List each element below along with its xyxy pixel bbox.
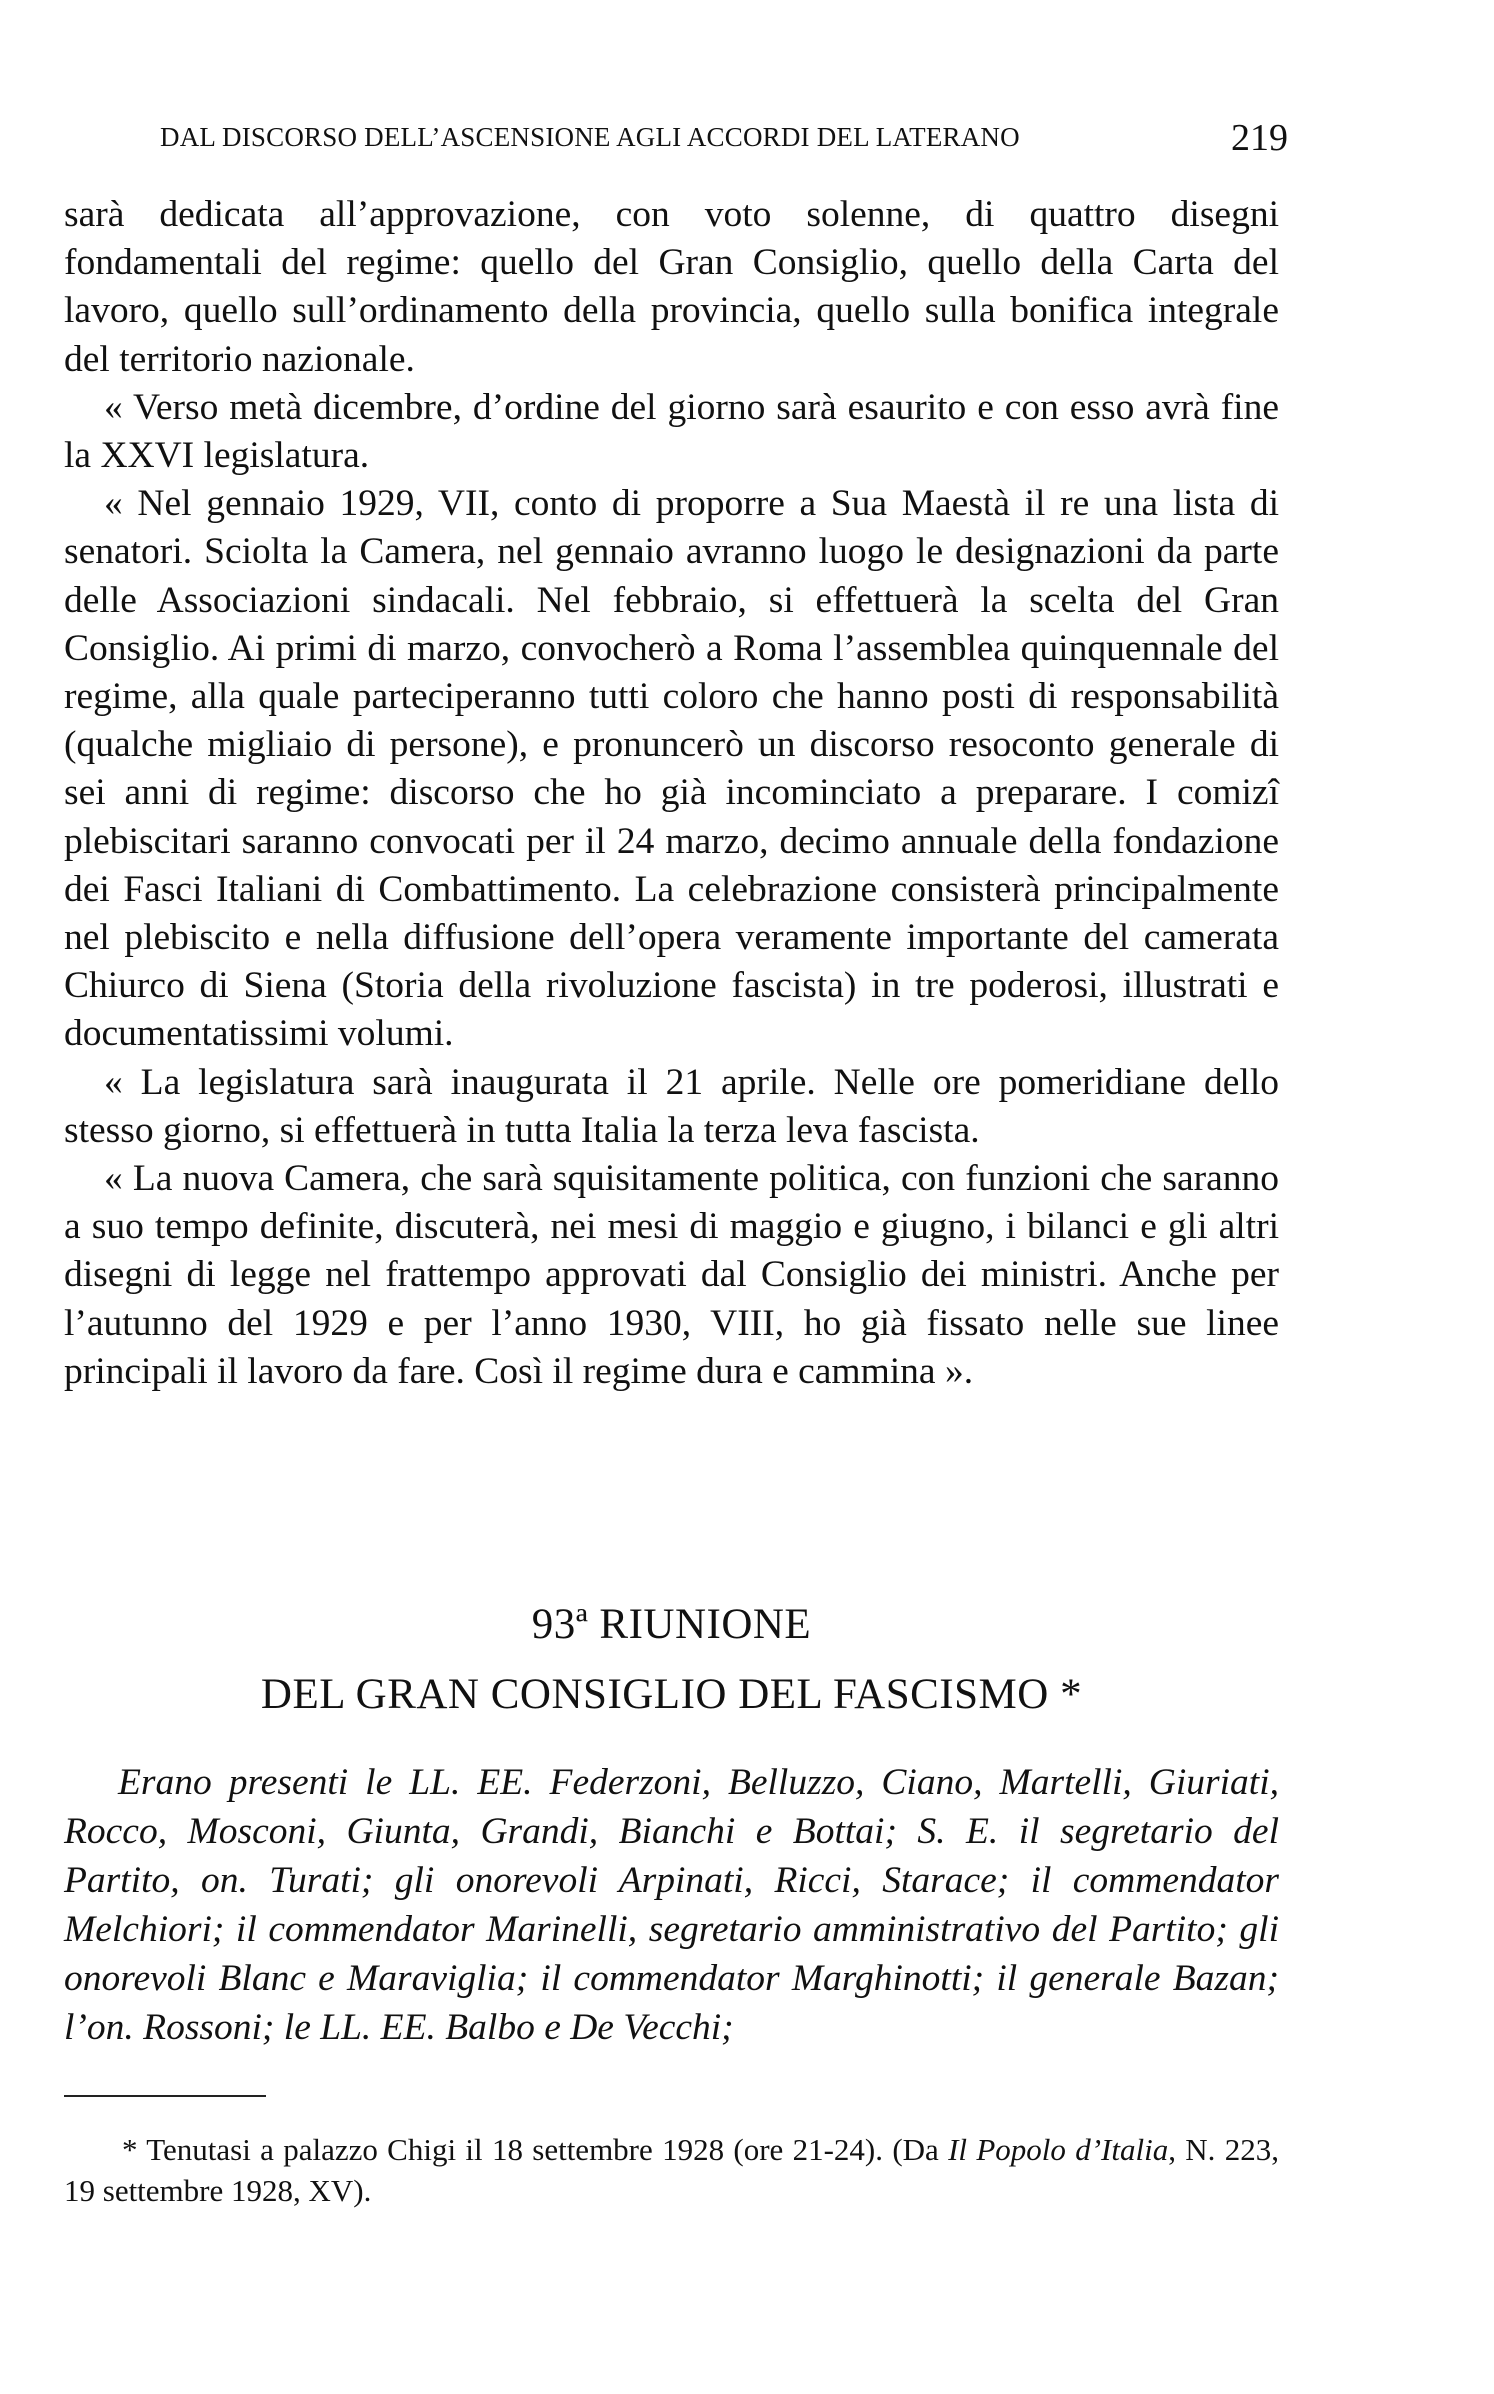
page-number: 219 (1231, 117, 1288, 159)
section-heading-number: 93ª RIUNIONE (531, 1601, 812, 1648)
running-title: DAL DISCORSO DELL’ASCENSIONE AGLI ACCORDI DEL LATERANO (160, 122, 1020, 152)
footnote (64, 2129, 1279, 2211)
footnote-source-title: Il Popolo d’Italia (948, 2132, 1169, 2167)
section-heading (64, 1590, 1279, 1730)
paragraph-inauguration: « La legislatura sarà inaugurata il 21 aprile. Nelle ore pomeridiane dello stesso giorno, si effettuerà in tutta Italia la terza leva fascista. (64, 1061, 1279, 1151)
footnote-text (64, 2129, 1279, 2211)
footnote-text-after: , N. 223, 19 settembre 1928, XV). (64, 2132, 1279, 2208)
paragraph-january-plan: « Nel gennaio 1929, VII, conto di proporre a Sua Maestà il re una lista di senatori. Sciolta la Camera, nel gennaio avranno luogo le designazioni da parte delle Associazioni sindacali. Nel febbraio, si effettuerà la scelta del Gran Consiglio. Ai primi di marzo, convocherò a Roma l’assemblea quinquennale del regime, alla quale parteciperanno tutti coloro che hanno posti di responsabilità (qualche migliaio di persone), e pronuncerò un discorso resoconto generale di sei anni di regime: discorso che ho già incominciato a preparare. I comizî plebiscitari saranno convocati per il 24 marzo, decimo annuale della fondazione dei Fasci Italiani di Combattimento. La celebrazione consisterà principalmente nel plebiscito e nella diffusione dell’opera veramente importante del camerata Chiurco di Siena (Storia della rivoluzione fascista) in tre poderosi, illustrati e documentatissimi volumi. (64, 483, 1279, 1055)
paragraph-new-chamber: « La nuova Camera, che sarà squisitamente politica, con funzioni che saranno a suo tempo definite, discuterà, nei mesi di maggio e giugno, i bilanci e gli altri disegni di legge nel frattempo approvati dal Consiglio dei ministri. Anche per l’autunno del 1929 e per l’anno 1930, VIII, ho già fissato nelle sue linee principali il lavoro da fare. Così il regime dura e cammina ». (64, 1158, 1279, 1392)
running-head (160, 116, 1288, 166)
paragraph-continuation: sarà dedicata all’approvazione, con voto solenne, di quattro disegni fondamentali del regime: quello del Gran Consiglio, quello della Carta del lavoro, quello sull’ordinamento della provincia, quello sulla bonifica integrale del territorio nazionale. (64, 194, 1279, 380)
paragraph-legislature-end: « Verso metà dicembre, d’ordine del giorno sarà esaurito e con esso avrà fine la XXVI legislatura. (64, 386, 1279, 477)
section-heading-title: DEL GRAN CONSIGLIO DEL FASCISMO * (260, 1671, 1083, 1718)
main-text (64, 191, 1279, 1396)
attendance-list (64, 1758, 1279, 2052)
footnote-divider (64, 2095, 266, 2097)
attendance-text: Erano presenti le LL. EE. Federzoni, Belluzzo, Ciano, Martelli, Giuriati, Rocco, Mosconi, Giunta, Grandi, Bianchi e Bottai; S. E. il segretario del Partito, on. Turati; gli onorevoli Arpinati, Ricci, Starace; il commendator Melchiori; il commendator Marinelli, segretario amministrativo del Partito; gli onorevoli Blanc e Maraviglia; il commendator Marghinotti; il generale Bazan; l’on. Rossoni; le LL. EE. Balbo e De Vecchi; (64, 1762, 1279, 2048)
footnote-text-before: * Tenutasi a palazzo Chigi il 18 settembre 1928 (ore 21-24). (Da (122, 2132, 949, 2167)
